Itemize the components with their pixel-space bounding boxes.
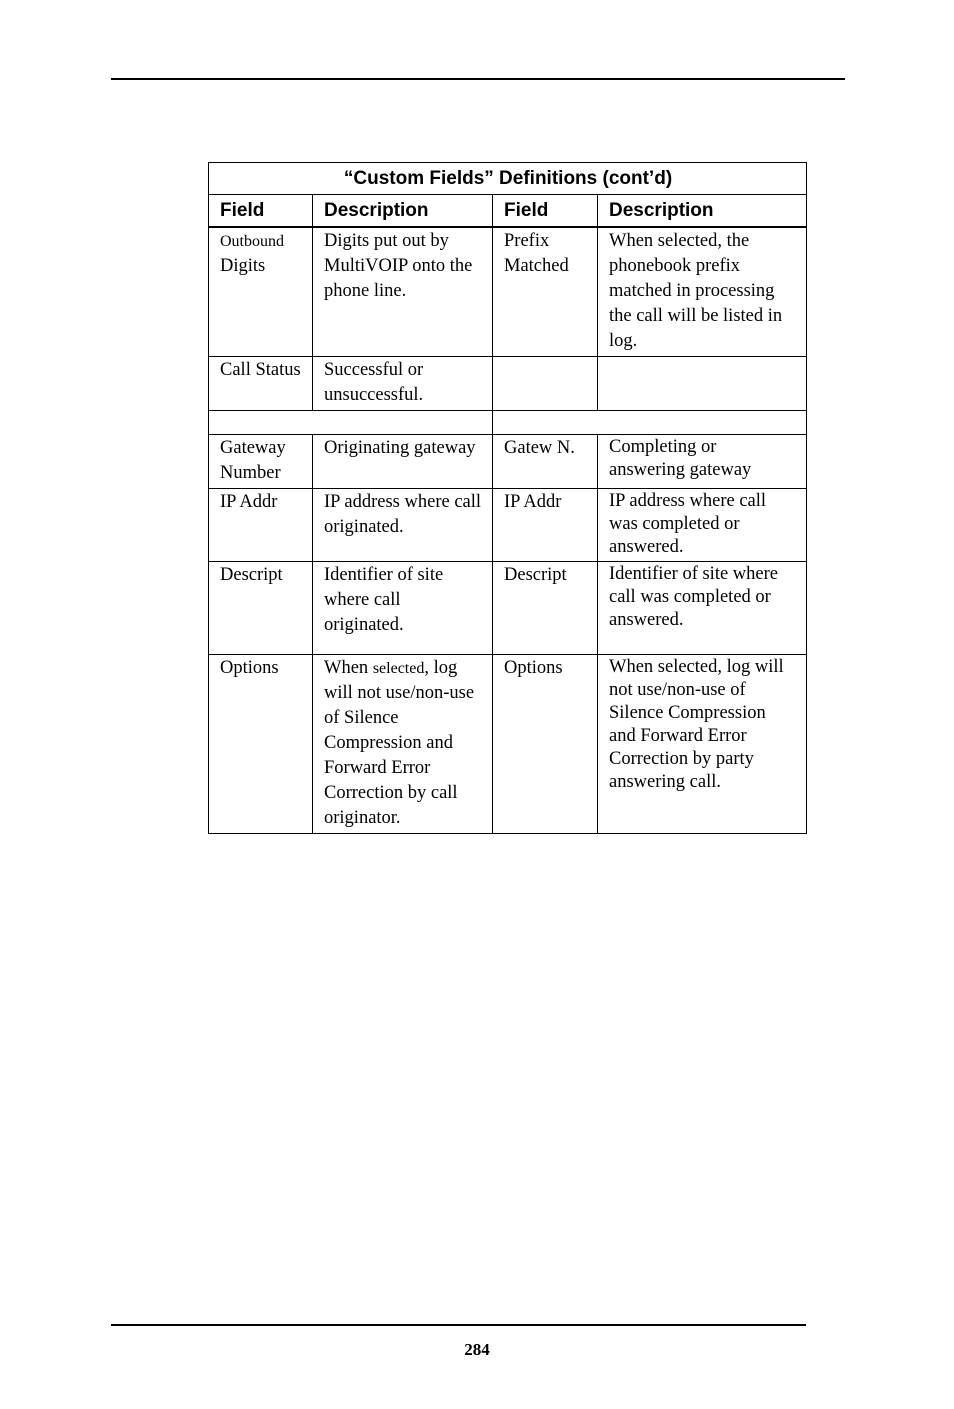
page-number: 284 [464,1340,490,1359]
field-cell: IP Addr [209,489,313,562]
header-field-2: Field [493,195,598,228]
table-row [209,489,807,562]
description-cell: Identifier of site where call originated. [313,562,493,655]
header-rule [111,78,845,80]
description-cell: Digits put out by MultiVOIP onto the phone line. [313,227,493,357]
description-cell: Successful or unsuccessful. [313,357,493,411]
table-title: “Custom Fields” Definitions (cont’d) [209,163,807,195]
table-row [209,357,807,411]
field-label: Digits [220,256,266,276]
spacer-cell [493,411,807,435]
field-cell: Call Status [209,357,313,411]
description-cell [598,357,807,411]
field-cell: IP Addr [493,489,598,562]
header-description-1: Description [313,195,493,228]
description-cell: IP address where call was completed or answered. [598,489,807,562]
table-row [209,435,807,489]
field-cell: Descript [493,562,598,655]
description-cell: Identifier of site where call was completed or answered. [598,562,807,655]
table-row [209,227,807,357]
description-cell: When selected, the phonebook prefix matched in processing the call will be listed in log. [598,227,807,357]
table-row [209,562,807,655]
spacer-cell [209,411,493,435]
header-description-2: Description [598,195,807,228]
field-cell: Prefix Matched [493,227,598,357]
table-header-row [209,195,807,228]
table-title-row [209,163,807,195]
description-cell: Originating gateway [313,435,493,489]
field-cell: Options [493,655,598,834]
description-cell [313,655,493,834]
custom-fields-table [208,162,807,834]
description-text: When [324,658,373,678]
field-cell: Options [209,655,313,834]
description-cell: When selected, log will not use/non-use of Silence Compression and Forward Error Correction by party answering call. [598,655,807,834]
description-text: , log will not use/non-use of Silence Compression and Forward Error Correction by call originator. [324,658,475,828]
field-cell: Gatew N. [493,435,598,489]
table-spacer-row [209,411,807,435]
field-label-small: Outbound [220,233,284,250]
field-cell: Descript [209,562,313,655]
table-row [209,655,807,834]
description-cell: Completing or answering gateway [598,435,807,489]
field-cell [493,357,598,411]
description-cell: IP address where call originated. [313,489,493,562]
field-cell: Gateway Number [209,435,313,489]
header-field-1: Field [209,195,313,228]
footer-rule [111,1324,806,1326]
description-text-small: selected [372,660,425,677]
field-cell [209,227,313,357]
